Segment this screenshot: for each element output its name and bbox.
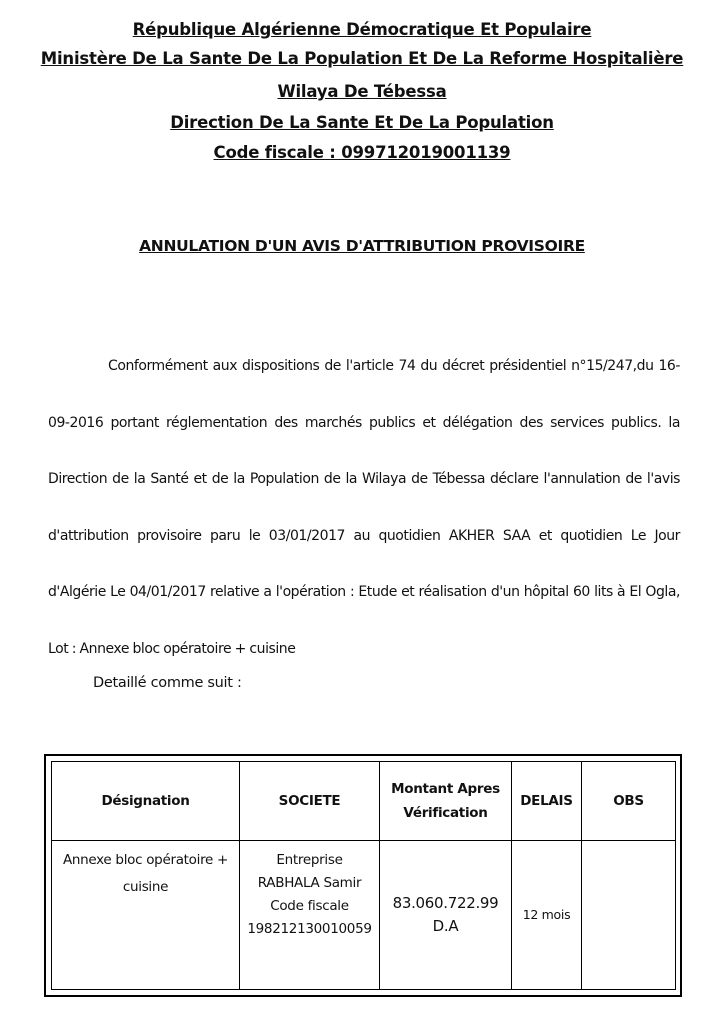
header-obs: OBS: [582, 762, 676, 841]
cell-obs: [582, 841, 676, 990]
cell-designation-line2: cuisine: [122, 879, 169, 895]
cell-societe: [240, 841, 380, 990]
table-row: [52, 841, 676, 990]
header-line-1: République Algérienne Démocratique Et Populaire: [132, 20, 592, 39]
header-line-3: Wilaya De Tébessa: [277, 82, 447, 101]
cell-societe-line2: RABHALA Samir: [257, 875, 362, 891]
cell-societe-line4: 198212130010059: [247, 921, 372, 937]
intro-text: Detaillé comme suit :: [93, 675, 242, 691]
header-montant-line1: Montant Apres: [391, 781, 500, 797]
table-header-row: [52, 762, 676, 841]
cell-delais: 12 mois: [512, 841, 582, 990]
cell-societe-line1: Entreprise: [276, 852, 343, 868]
cell-montant: 83.060.722.99 D.A: [380, 841, 512, 990]
header-line-4: Direction De La Sante Et De La Population: [170, 113, 554, 132]
document-title: ANNULATION D'UN AVIS D'ATTRIBUTION PROVISOIRE: [139, 237, 585, 255]
header-fiscal-code: Code fiscale : 099712019001139: [213, 143, 511, 162]
table-frame: [44, 754, 682, 997]
header-montant: [380, 762, 512, 841]
header-societe: SOCIETE: [240, 762, 380, 841]
header-designation: Désignation: [52, 762, 240, 841]
header-line-2: Ministère De La Sante De La Population Et De La Reforme Hospitalière: [40, 49, 684, 68]
body-paragraph: Conformément aux dispositions de l'article 74 du décret présidentiel n°15/247,du 16-09-2016 portant réglementation des marchés publics et délégation des services publics. la Direction de la Santé et de la Population de la Wilaya de Tébessa déclare l'annulation de l'avis d'attribution provisoire paru le 03/01/2017 au quotidien AKHER SAA et quotidien Le Jour d'Algérie Le 04/01/2017 relative a l'opération : Etude et réalisation d'un hôpital 60 lits à El Ogla, Lot : Annexe bloc opératoire + cuisine: [48, 358, 680, 657]
cell-societe-line3: Code fiscale: [270, 898, 349, 914]
cell-designation: [52, 841, 240, 990]
cell-designation-line1: Annexe bloc opératoire +: [62, 852, 229, 868]
header-delais: DELAIS: [512, 762, 582, 841]
header-montant-line2: Vérification: [403, 805, 488, 821]
attribution-table: [51, 761, 676, 990]
